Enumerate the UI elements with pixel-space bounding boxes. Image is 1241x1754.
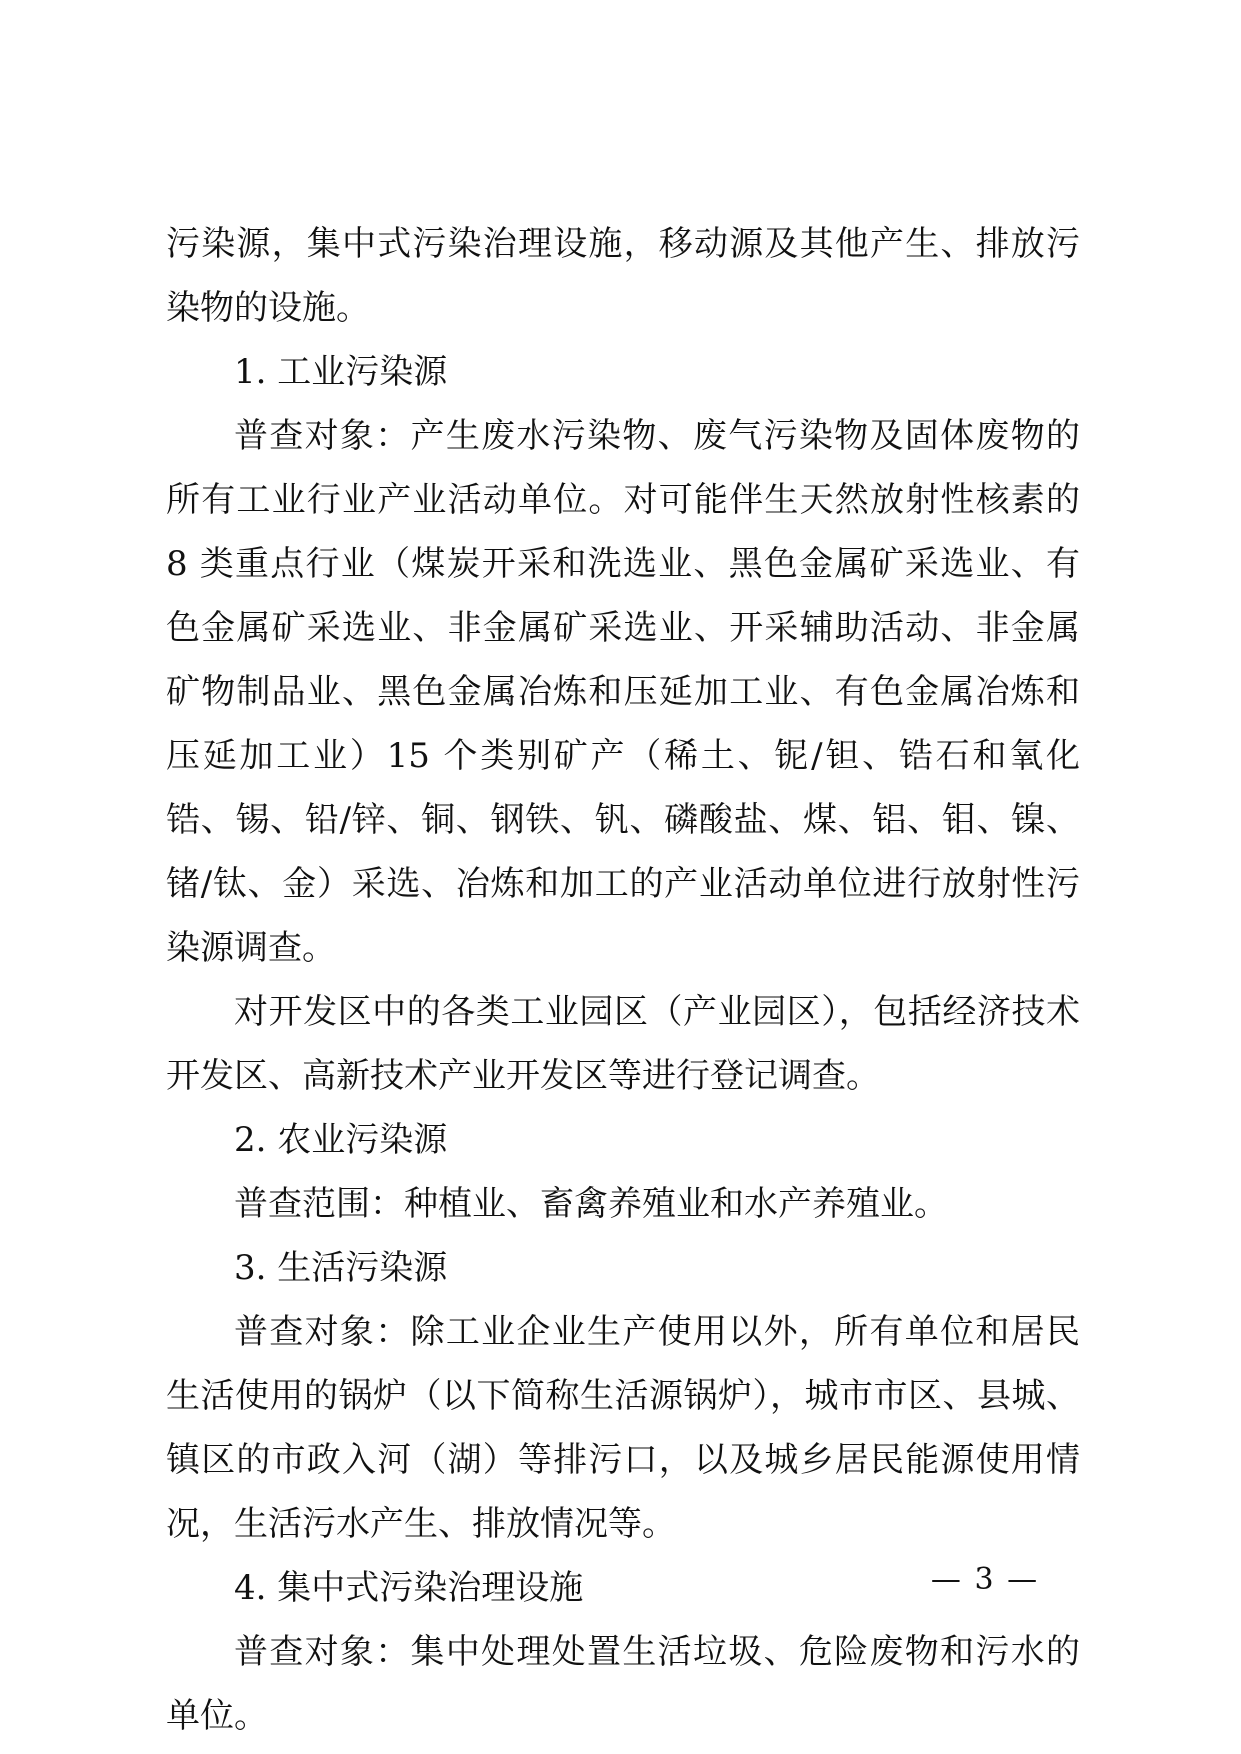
section-heading-agricultural: 2. 农业污染源 [234, 1120, 448, 1160]
paragraph-industrial-scope: 普查对象：产生废水污染物、废气污染物及固体废物的所有工业行业产业活动单位。对可能伴生天然放射性核素的 8 类重点行业（煤炭开采和洗选业、黑色金属矿采选业、有色金属矿采选业、非金属矿采选业、开采辅助活动、非金属矿物制品业、黑色金属冶炼和压延加工业、有色金属冶炼和压延加工业）15 个类别矿产（稀土、铌/钽、锆石和氧化锆、锡、铅/锌、铜、钢铁、钒、磷酸盐、煤、铝、钼、镍、锗/钛、金）采选、冶炼和加工的产业活动单位进行放射性污染源调查。 [166, 416, 1080, 968]
section-heading-centralized: 4. 集中式污染治理设施 [234, 1568, 584, 1608]
paragraph-centralized-scope: 普查对象：集中处理处置生活垃圾、危险废物和污水的单位。 [166, 1632, 1080, 1736]
paragraph-domestic-scope: 普查对象：除工业企业生产使用以外，所有单位和居民生活使用的锅炉（以下简称生活源锅炉），城市市区、县城、镇区的市政入河（湖）等排污口，以及城乡居民能源使用情况，生活污水产生、排放情况等。 [166, 1312, 1080, 1544]
document-body [166, 212, 1080, 1748]
section-heading-domestic: 3. 生活污染源 [234, 1248, 448, 1288]
page-number: — 3 — [930, 1562, 1040, 1597]
section-heading-industrial: 1. 工业污染源 [234, 352, 448, 392]
paragraph-industrial-parks: 对开发区中的各类工业园区（产业园区），包括经济技术开发区、高新技术产业开发区等进行登记调查。 [166, 992, 1080, 1096]
paragraph-continuation: 污染源，集中式污染治理设施，移动源及其他产生、排放污染物的设施。 [166, 224, 1080, 328]
paragraph-agricultural-scope: 普查范围：种植业、畜禽养殖业和水产养殖业。 [234, 1184, 948, 1224]
